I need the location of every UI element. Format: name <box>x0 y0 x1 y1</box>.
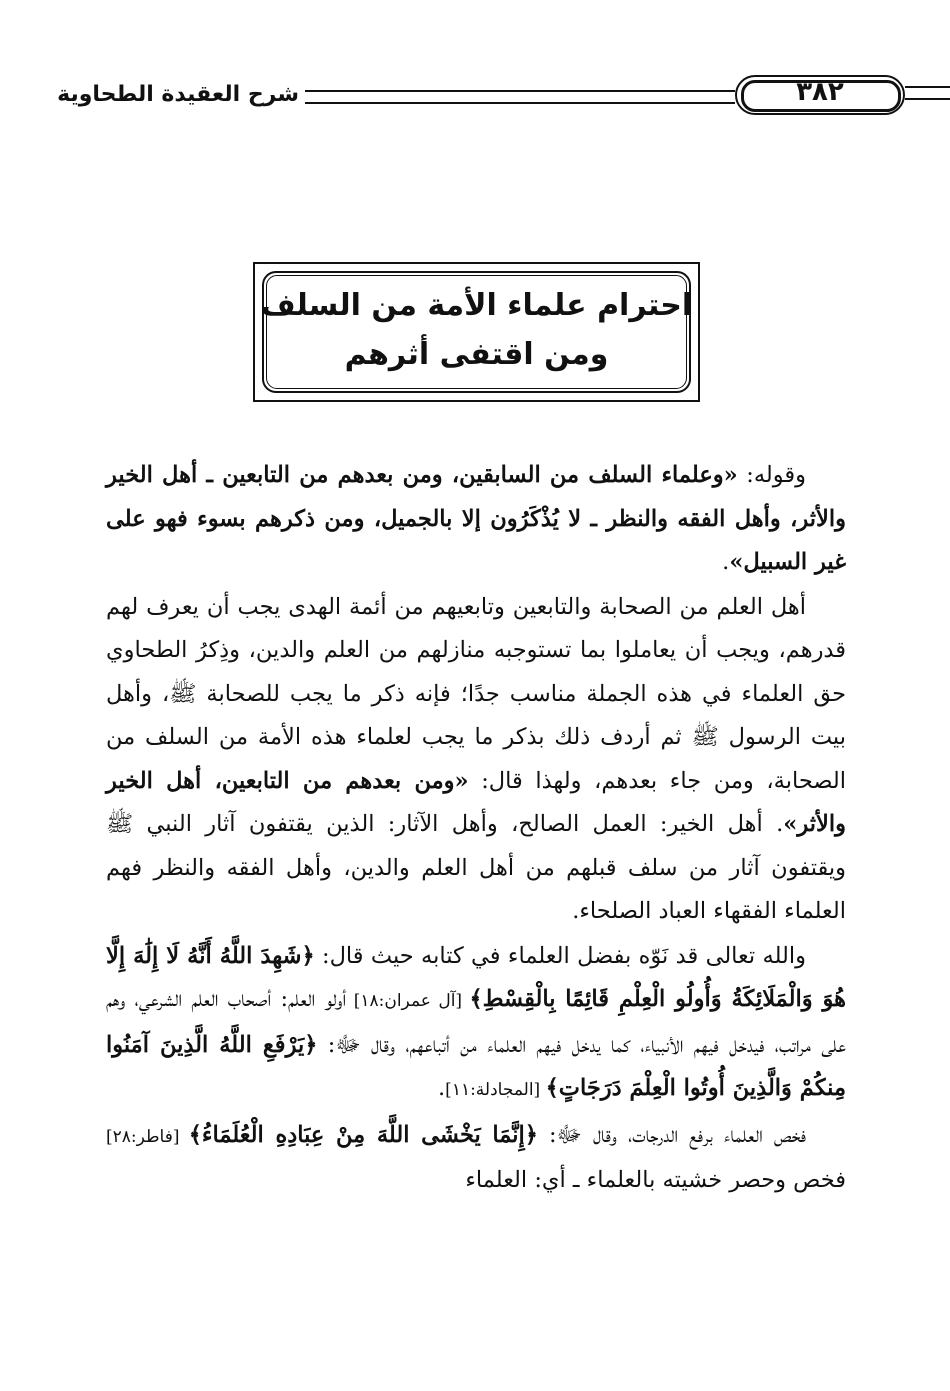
p2-part2: . أهل الخير: العمل الصالح، وأهل الآثار: الذين يقتفون آثار النبي ﷺ ويقتفون آثار من سلف قبلهم من أهل العلم والدين، وأهل الفقه والنظر فهم العلماء الفقهاء العباد الصلحاء. <box>106 811 846 924</box>
section-title-box <box>253 262 700 402</box>
body-text <box>106 454 846 1203</box>
p1-intro: وقوله: <box>737 462 806 488</box>
p1-end: . <box>722 549 730 575</box>
p4-ref: [فاطر:٢٨] <box>106 1126 189 1147</box>
p3-part1: والله تعالى قد نَوّه بفضل العلماء في كتابه حيث قال: <box>314 942 806 969</box>
p3-ref-1: [آل عمران:١٨] <box>346 991 470 1011</box>
p3-part2: أولو العلم: أصحاب العلم الشرعي، وهم على مراتب، فيدخل فيهم الأنبياء، كما يدخل فيهم العلماء من أتباعهم، وقال ﷻ: <box>106 986 847 1058</box>
page-header <box>57 72 855 122</box>
paragraph-4 <box>106 1114 846 1203</box>
p3-end: . <box>438 1075 446 1101</box>
p3-verse-1: ﴿شَهِدَ اللَّهُ أَنَّهُ لَا إِلَٰهَ إِلَّا هُوَ وَالْمَلَائِكَةُ وَأُولُو الْعِلْمِ قَائِمًا بِالْقِسْطِ﴾ <box>106 942 846 1012</box>
page-number-badge <box>735 75 905 115</box>
section-title-line-2: ومن اقتفى أثرهم <box>344 337 609 372</box>
p4-verse: ﴿إِنَّمَا يَخْشَى اللَّهَ مِنْ عِبَادِهِ الْعُلَمَاءُ﴾ <box>188 1121 538 1148</box>
paragraph-1 <box>106 454 846 585</box>
p1-quote: «وعلماء السلف من السابقين، ومن بعدهم من التابعين ـ أهل الخير والأثر، وأهل الفقه والنظر ـ لا يُذْكَرُون إلا بالجميل، ومن ذكرهم بسوء فهو على غير السبيل» <box>106 462 846 575</box>
paragraph-2 <box>106 586 846 934</box>
p4-part1: فخص العلماء برفع الدرجات، وقال ﷻ: <box>537 1121 807 1148</box>
p4-part2: فخص وحصر خشيته بالعلماء ـ أي: العلماء <box>465 1167 846 1193</box>
p2-quote: «ومن بعدهم من التابعين، أهل الخير والأثر» <box>106 767 846 837</box>
paragraph-3 <box>106 935 846 1113</box>
p3-verse-2: ﴿يَرْفَعِ اللَّهُ الَّذِينَ آمَنُوا مِنكُمْ وَالَّذِينَ أُوتُوا الْعِلْمَ دَرَجَاتٍ﴾ <box>106 1031 846 1101</box>
page-number: ٣٨٢ <box>796 77 844 107</box>
section-title-line-1: احترام علماء الأمة من السلف <box>260 288 693 323</box>
header-rule-right <box>905 86 950 100</box>
p3-ref-2: [المجادلة:١١] <box>445 1080 546 1100</box>
book-title: شرح العقيدة الطحاوية <box>51 82 305 107</box>
p2-part1: أهل العلم من الصحابة والتابعين وتابعيهم من أئمة الهدى يجب أن يعرف لهم قدرهم، ويجب أن يعاملوا بما تستوجبه منازلهم من العلم والدين، وذِكرُ الطحاوي حق العلماء في هذه الجملة مناسب جدًا؛ فإنه ذكر ما يجب للصحابة ﷺ، وأهل بيت الرسول ﷺ ثم أردف ذلك بذكر ما يجب لعلماء هذه الأمة من السلف من الصحابة، ومن جاء بعدهم، ولهذا قال: <box>106 593 846 794</box>
